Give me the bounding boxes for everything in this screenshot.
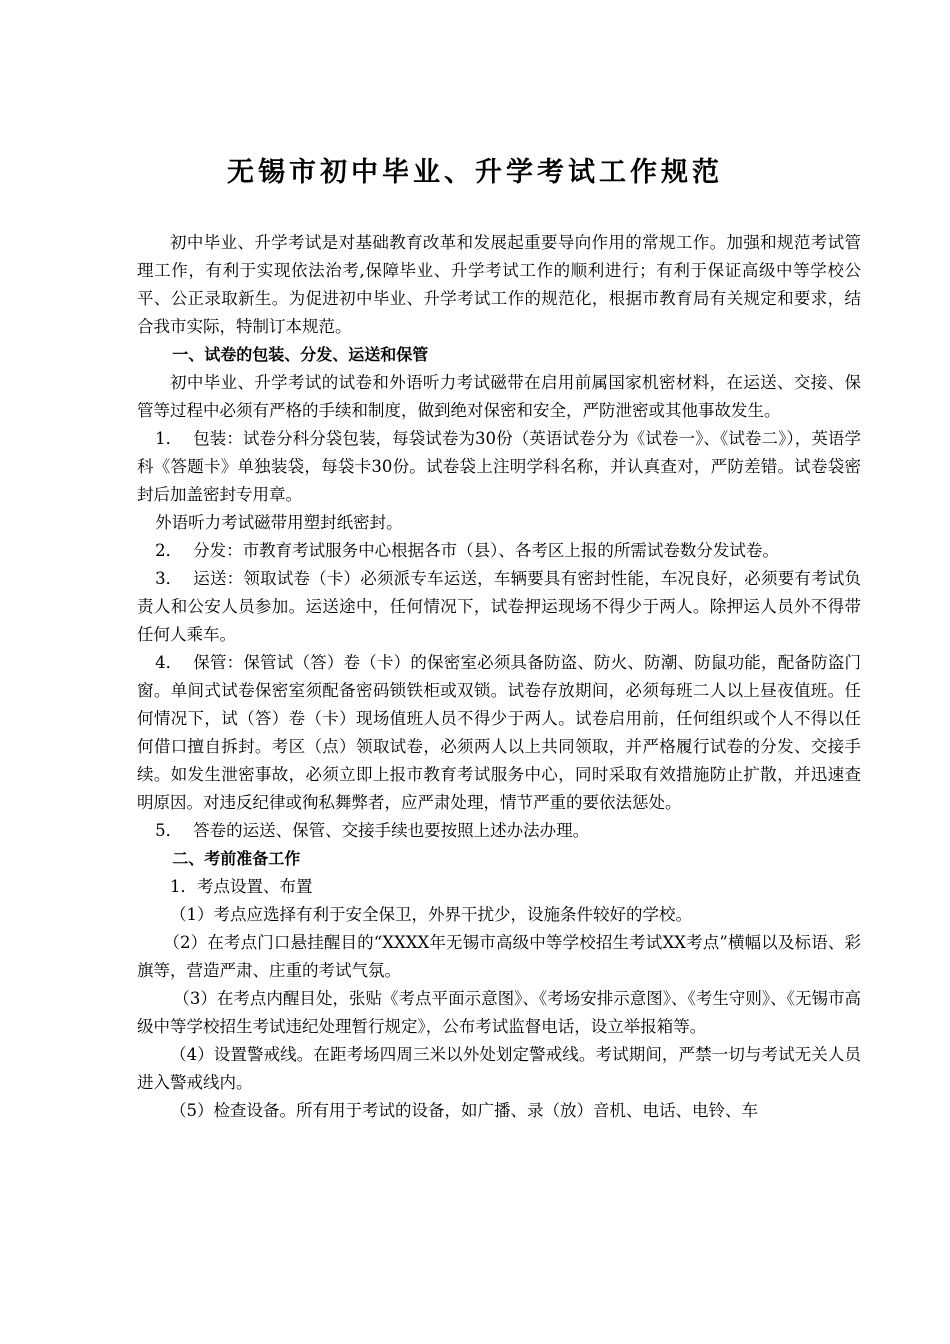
item-number: 1． — [155, 429, 183, 448]
section-1-item-1-extra: 外语听力考试磁带用塑封纸密封。 — [155, 513, 403, 532]
item-number: 4． — [155, 653, 183, 672]
section-1-heading: 一、试卷的包装、分发、运送和保管 — [172, 345, 429, 364]
section-1-item-2 — [137, 537, 861, 565]
item-number: 2． — [155, 541, 183, 560]
document-title: 无锡市初中毕业、升学考试工作规范 — [227, 157, 723, 188]
item-text: 答卷的运送、保管、交接手续也要按照上述办法办理。 — [193, 821, 590, 840]
section-2-paragraph-1: （1）考点应选择有利于安全保卫，外界干扰少，设施条件较好的学校。 — [170, 905, 692, 924]
section-1-item-5 — [137, 817, 861, 845]
section-1-item-1 — [137, 425, 861, 509]
section-2-paragraph-5: （5）检查设备。所有用于考试的设备，如广播、录（放）音机、电话、电铃、车 — [170, 1101, 758, 1120]
section-2-heading: 二、考前准备工作 — [172, 849, 301, 868]
section-1-paragraph: 初中毕业、升学考试的试卷和外语听力考试磁带在启用前属国家机密材料，在运送、交接、保管等过程中必须有严格的手续和制度，做到绝对保密和安全，严防泄密或其他事故发生。 — [137, 373, 861, 420]
section-2-paragraph-2: （2）在考点门口悬挂醒目的“XXXX年无锡市高级中等学校招生考试XX考点”横幅以及标语、彩旗等，营造严肃、庄重的考试气氛。 — [137, 933, 861, 980]
section-2-subheading: 1．考点设置、布置 — [170, 877, 313, 896]
item-text: 保管：保管试（答）卷（卡）的保密室必须具备防盗、防火、防潮、防鼠功能，配备防盗门窗。单间式试卷保密室须配备密码锁铁柜或双锁。试卷存放期间，必须每班二人以上昼夜值班。任何情况下，试（答）卷（卡）现场值班人员不得少于两人。试卷启用前，任何组织或个人不得以任何借口擅自拆封。考区（点）领取试卷，必须两人以上共同领取，并严格履行试卷的分发、交接手续。如发生泄密事故，必须立即上报市教育考试服务中心，同时采取有效措施防止扩散，并迅速查明原因。对违反纪律或徇私舞弊者，应严肃处理，情节严重的要依法惩处。 — [137, 653, 861, 812]
item-number: 3． — [155, 569, 183, 588]
item-number: 5． — [155, 821, 183, 840]
section-1-item-3 — [137, 565, 861, 649]
section-1-item-4 — [137, 649, 861, 817]
item-text: 包装：试卷分科分袋包装，每袋试卷为30份（英语试卷分为《试卷一》、《试卷二》），英语学科《答题卡》单独装袋，每袋卡30份。试卷袋上注明学科名称，并认真查对，严防差错。试卷袋密封后加盖密封专用章。 — [137, 429, 861, 504]
item-text: 运送：领取试卷（卡）必须派专车运送，车辆要具有密封性能，车况良好，必须要有考试负责人和公安人员参加。运送途中，任何情况下，试卷押运现场不得少于两人。除押运人员外不得带任何人乘车。 — [137, 569, 861, 644]
intro-paragraph: 初中毕业、升学考试是对基础教育改革和发展起重要导向作用的常规工作。加强和规范考试管理工作，有利于实现依法治考,保障毕业、升学考试工作的顺利进行；有利于保证高级中等学校公平、公正录取新生。为促进初中毕业、升学考试工作的规范化，根据市教育局有关规定和要求，结合我市实际，特制订本规范。 — [137, 233, 861, 336]
section-2-paragraph-4: （4）设置警戒线。在距考场四周三米以外处划定警戒线。考试期间，严禁一切与考试无关人员进入警戒线内。 — [137, 1045, 861, 1092]
section-2-paragraph-3: （3）在考点内醒目处，张贴《考点平面示意图》、《考场安排示意图》、《考生守则》、《无锡市高级中等学校招生考试违纪处理暂行规定》，公布考试监督电话，设立举报箱等。 — [137, 989, 861, 1036]
document-body — [137, 229, 861, 1125]
item-text: 分发：市教育考试服务中心根据各市（县）、各考区上报的所需试卷数分发试卷。 — [193, 541, 779, 560]
